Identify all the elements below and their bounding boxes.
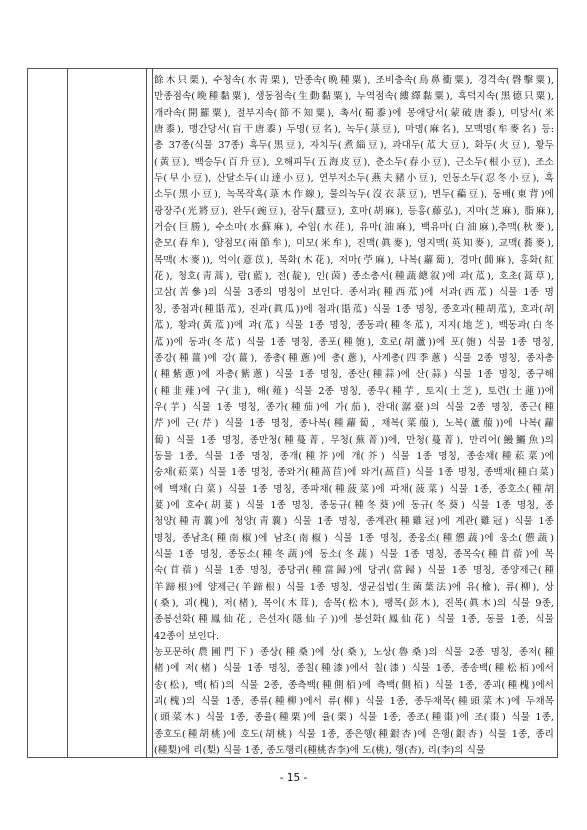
text-line: 거승(巨勝), 수소마(水蘇麻), 수임(水荏), 유마(油麻), 백유마(白油麻),추맥(秋麥), — [154, 222, 554, 234]
text-line: 종봉선화(種鳳仙花, 은선자(隱仙子))에 봉선화(鳳仙花) 식물 1종, 동물 1종, 식물 — [154, 614, 554, 626]
table-column-divider — [152, 69, 153, 757]
text-line: 칭, 종첨과(種甛苽), 진과(眞瓜))에 첨과(甛苽) 식물 1종 명칭, 종호과(種胡苽), 호과(胡 — [154, 303, 554, 315]
text-line: 개라속(開羅粟), 절부지속(節不知粟), 촉서(蜀黍)에 몽애당서(蒙破唐黍), 미당서(米 — [154, 107, 554, 119]
text-line: 숙(苜蓿) 식물 1종 명칭, 종당귀(種當歸)에 당귀(當歸) 식물 1종 명칭, 종양제근(種 — [154, 565, 554, 577]
text-line: 두(早小豆), 산달소두(山達小豆), 연부저소두(燕夫豬小豆), 인동소두(忍冬小豆), 흑 — [154, 173, 554, 185]
text-line: 농포문하(農圃門下) 종상(種桑)에 상(桑), 노상(魯桑)의 식물 2종 명칭, 종저(種 — [154, 647, 554, 659]
table-column-divider — [146, 69, 147, 757]
text-line: 苽), 황과(黃苽))에 과(苽) 식물 1종 명칭, 종동과(種冬苽), 지지(地芝), 백동과(白冬 — [154, 320, 554, 332]
text-line: 식물 1종 명칭, 종동소(種冬蔬)에 동소(冬蔬) 식물 1종 명칭, 종목숙(種苜蓿)에 목 — [154, 548, 554, 560]
text-line: 괴(槐)의 식물 1종, 종류(種柳)에서 류(柳) 식물 1종, 종두채목(種頭菜木)에 두채목 — [154, 696, 554, 708]
text-line: 종호도(種胡桃)에 호도(胡桃) 식물 1종, 종은행(種銀杏)에 은행(銀杏) 식물 1종, 종리 — [154, 728, 554, 740]
text-line: 동물 1종, 식물 1종 명칭, 종개(種芥)에 개(芥) 식물 1종 명칭, 종송채(種菘菜)에 — [154, 450, 554, 462]
body-paragraph-2 — [154, 645, 554, 755]
table-column-divider — [67, 69, 68, 757]
text-line: 苽))에 동과(冬苽) 식물 1종 명칭, 종포(種匏), 호로(胡蘆))에 포(匏) 식물 1종 명칭, — [154, 336, 554, 348]
text-line: (種韭薤)에 구(韭), 해(薤) 식물 2종 명칭, 종우(種芋, 토지(土芝), 토련(土蓮))에 — [154, 385, 554, 397]
text-line: 42종이 보인다. — [154, 630, 220, 642]
text-line: 목맥(木麥)), 억이(薏苡), 목화(木花), 저마(苧麻), 나복(蘿蔔), 경마(䕡麻), 홍화(紅 — [154, 254, 554, 266]
text-line: 餘木只栗), 수청속(水靑栗), 만종속(晩種粟), 조비충속(鳥鼻衝粟), 경격속(磬擊粟), — [154, 75, 554, 86]
text-line: 종강(種薑)에 강(薑), 종총(種蔥)에 총(蔥), 사계총(四季蔥) 식물 2종 명칭, 종자총 — [154, 352, 554, 364]
text-line: 唐黍), 맹간당서(盲干唐黍) 두명(豆名), 녹두(菉豆), 마명(麻名), 모맥명(牟麥名) 등: — [154, 124, 554, 136]
text-line: 만종점속(晩種黏粟), 생동점속(生動黏粟), 누역점속(縷繹黏粟), 흑덕지속(黑德只粟), — [154, 91, 554, 103]
text-line: (種梨)에 리(梨) 식물 1종, 종도행리(種桃杏李)에 도(桃), 행(杏), 리(李)의 식물 — [154, 745, 486, 755]
text-cell — [154, 73, 554, 755]
text-line: 楮)에 저(楮) 식물 1종 명칭, 종칠(種漆)에서 칠(漆) 식물 1종, 종송백(種松栢)에서 — [154, 663, 554, 675]
body-paragraph — [154, 73, 554, 645]
text-line: 蔔) 식물 1종 명칭, 종만청(種蔓菁, 무청(蕪菁))에, 만청(蔓菁), 만리어(鰻鱺魚)의 — [154, 434, 554, 446]
text-line: (桑), 괴(槐), 저(楮), 목이(木茸), 송목(松木), 팽목(彭木), 진목(眞木)의 식물 9종, — [154, 598, 554, 609]
text-line: 花), 청호(靑蒿), 람(藍), 전(靛), 인(茵) 종소총서(種蔬總叙)에 과(苽), 호초(蒿草), — [154, 271, 554, 283]
text-line: 숭채(菘菜) 식물 1종 명칭, 종와거(種萵苣)에 와거(萵苣) 식물 1종 명칭, 종백채(種白菜) — [154, 467, 554, 479]
text-line: 송(松), 백(栢)의 식물 2종, 종측백(種側栢)에 측백(側栢) 식물 1종, 종괴(種槐)에서 — [154, 679, 554, 691]
text-line: (黃豆), 백승두(百升豆), 오해피두(五海皮豆), 춘소두(春小豆), 근소두(根小豆), 조소 — [154, 156, 554, 168]
content-table — [27, 68, 558, 758]
text-line: 광장주(光將豆), 완두(豌豆), 잠두(蠶豆), 호마(胡麻), 등홍(藤弘), 지마(芝麻), 脂麻), — [154, 205, 554, 217]
text-line: 청양(種靑蘘)에 청양(靑蘘) 식물 1종 명칭, 종계관(種雞冠)에 계관(雞冠) 식물 1종 — [154, 516, 554, 528]
text-line: 소두(黑小豆), 녹목작흑(菉木作線), 물의녹두(沒衣菉豆), 변두(藊豆), 동배(東背)에 — [154, 189, 554, 201]
text-line: 명칭, 종남초(種南椒)에 남초(南椒) 식물 1종 명칭, 종웅소(種憊蔬)에 웅소(憊蔬) — [154, 532, 554, 544]
text-line: 荽)에 호수(胡荽) 식물 1종 명칭, 종동규(種冬葵)에 동규(冬葵) 식물 1종 명칭, 종 — [154, 499, 554, 511]
page-number: - 15 - — [279, 772, 308, 784]
text-line: (頭菜木) 식물 1종, 종율(種栗)에 율(栗) 식물 1종, 종조(種棗)에 조(棗) 식물 1종, — [154, 712, 554, 724]
text-line: 우(芋) 식물 1종 명칭, 종가(種茄)에 가(茄), 잔대(潺臺)의 식물 2종 명칭, 종근(種 — [154, 401, 554, 413]
text-line: 춘모(春牟), 양점모(兩節牟), 미모(米牟), 진맥(眞麥), 영지맥(英知麥), 교맥(蕎麥), — [154, 238, 554, 250]
text-line: 에 백채(白菜) 식물 1종 명칭, 종파채(種菠菜)에 파채(菠菜) 식물 1종, 종호소(種胡 — [154, 483, 554, 495]
text-line: 총 37종(식물 37종) 흑두(黑豆), 자치두(煮緇豆), 과대두(苽大豆), 화두(火豆), 황두 — [154, 140, 554, 152]
text-line: 고삼(苦參)의 식물 3종의 명칭이 보인다. 종서과(種西苽)에 서과(西苽) 식물 1종 명 — [154, 287, 554, 299]
text-line: 羊蹄根)에 양제근(羊蹄根) 식물 1종 명칭, 생균십법(生菌葉法)에 유(楡), 류(柳), 상 — [154, 581, 554, 593]
text-line: (種紫蔥)에 자총(紫蔥) 식물 1종 명칭, 종산(種蒜)에 산(蒜) 식물 1종 명칭, 종구해 — [154, 369, 554, 381]
text-line: 芹)에 근(芹) 식물 1종 명칭, 종나복(種蘿蔔, 채복(菜菔), 노복(蘆菔))에 나복(蘿 — [154, 418, 554, 430]
